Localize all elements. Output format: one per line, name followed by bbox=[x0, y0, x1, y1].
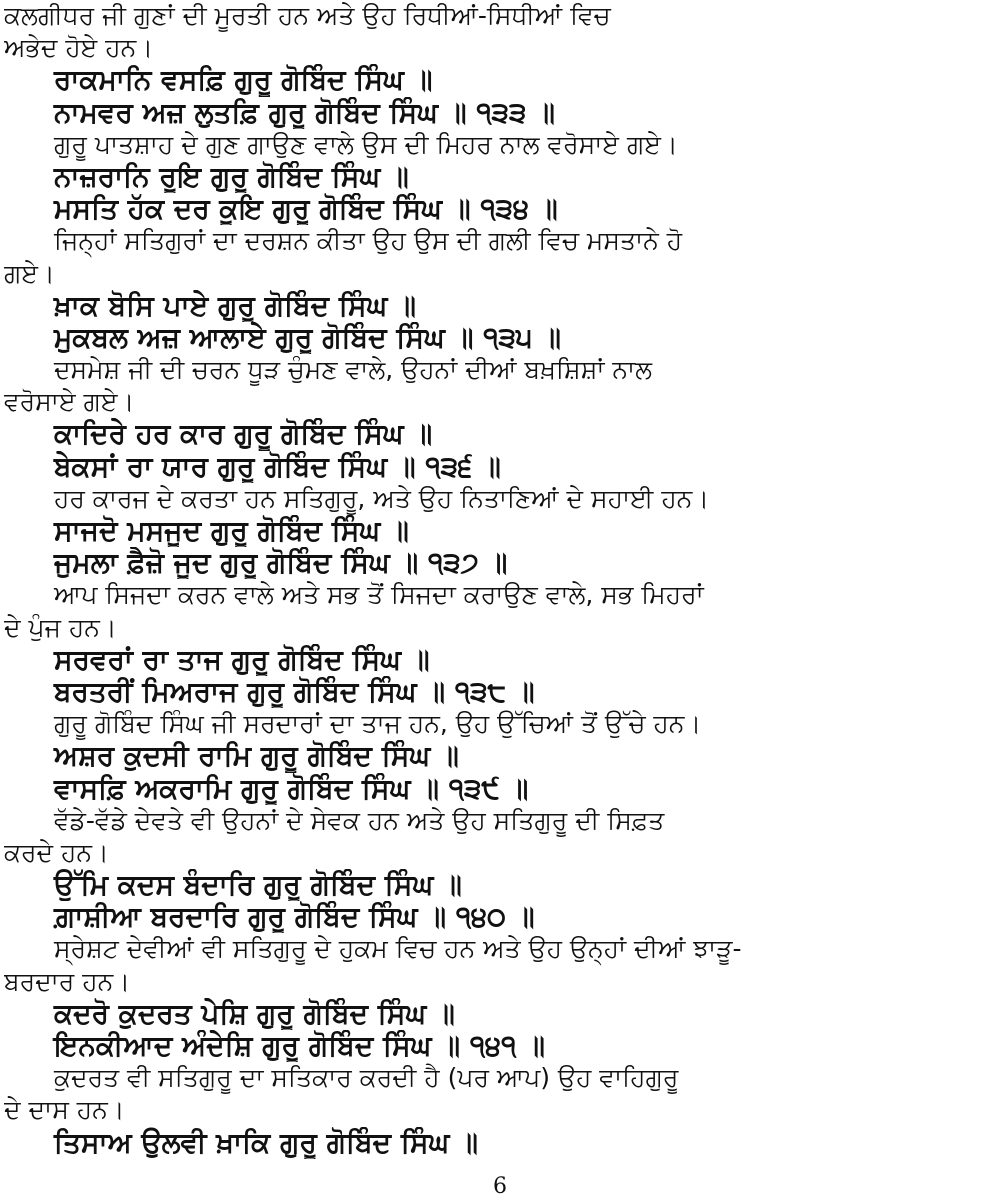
verse-line: ਬੇਕਸਾਂ ਰਾ ਯਾਰ ਗੁਰੂ ਗੋਬਿੰਦ ਸਿੰਘ ॥ ੧੩੬ ॥ bbox=[54, 450, 501, 483]
verse-line: ਉੱਮਿ ਕਦਸ ਬੰਦਾਰਿ ਗੁਰੂ ਗੋਬਿੰਦ ਸਿੰਘ ॥ bbox=[54, 869, 462, 902]
gloss-line-continued: ਬਰਦਾਰ ਹਨ। bbox=[4, 966, 131, 996]
verse-line: ਅਸ਼ਰ ਕੁਦਸੀ ਰਾਮਿ ਗੁਰੂ ਗੋਬਿੰਦ ਸਿੰਘ ॥ bbox=[54, 740, 459, 773]
gloss-line-continued: ਦੇ ਪੁੰਜ ਹਨ। bbox=[4, 612, 117, 642]
gloss-line: ਵੱਡੇ-ਵੱਡੇ ਦੇਵਤੇ ਵੀ ਉਹਨਾਂ ਦੇ ਸੇਵਕ ਹਨ ਅਤੇ ਉਹ ਸਤਿਗੁਰੂ ਦੀ ਸਿਫ਼ਤ bbox=[54, 805, 665, 835]
verse-line: ਕਾਦਿਰੇ ਹਰ ਕਾਰ ਗੁਰੂ ਗੋਬਿੰਦ ਸਿੰਘ ॥ bbox=[54, 418, 433, 451]
gloss-line: ਆਪ ਸਿਜਦਾ ਕਰਨ ਵਾਲੇ ਅਤੇ ਸਭ ਤੋਂ ਸਿਜਦਾ ਕਰਾਉਣ ਵਾਲੇ, ਸਭ ਮਿਹਰਾਂ bbox=[54, 580, 704, 610]
page-number: 6 bbox=[493, 1174, 507, 1199]
gloss-line: ਕਲਗੀਧਰ ਜੀ ਗੁਣਾਂ ਦੀ ਮੂਰਤੀ ਹਨ ਅਤੇ ਉਹ ਰਿਧੀਆਂ-ਸਿਧੀਆਂ ਵਿਚ bbox=[4, 1, 611, 30]
gloss-line-continued: ਕਰਦੇ ਹਨ। bbox=[4, 837, 109, 867]
gloss-line: ਸ੍ਰੇਸ਼ਟ ਦੇਵੀਆਂ ਵੀ ਸਤਿਗੁਰੂ ਦੇ ਹੁਕਮ ਵਿਚ ਹਨ ਅਤੇ ਉਹ ਉਨ੍ਹਾਂ ਦੀਆਂ ਝਾੜੂ- bbox=[54, 934, 742, 964]
gloss-line-continued: ਵਰੋਸਾਏ ਗਏ। bbox=[4, 387, 135, 417]
gloss-line: ਗੁਰੂ ਗੋਬਿੰਦ ਸਿੰਘ ਜੀ ਸਰਦਾਰਾਂ ਦਾ ਤਾਜ ਹਨ, ਉਹ ਉੱਚਿਆਂ ਤੋਂ ਉੱਚੇ ਹਨ। bbox=[54, 709, 702, 739]
verse-line: ਗ਼ਾਸ਼ੀਆ ਬਰਦਾਰਿ ਗੁਰੂ ਗੋਬਿੰਦ ਸਿੰਘ ॥ ੧੪੦ ॥ bbox=[54, 901, 535, 934]
gloss-line: ਦਸਮੇਸ਼ ਜੀ ਦੀ ਚਰਨ ਧੂੜ ਚੁੰਮਣ ਵਾਲੇ, ਉਹਨਾਂ ਦੀਆਂ ਬਖ਼ਸ਼ਿਸ਼ਾਂ ਨਾਲ bbox=[54, 355, 653, 385]
verse-line: ਰਾਕਮਾਨਿ ਵਸਫ਼ਿ ਗੁਰੂ ਗੋਬਿੰਦ ਸਿੰਘ ॥ bbox=[54, 64, 433, 97]
verse-line: ਬਰਤਰੀਂ ਮਿਅਰਾਜ ਗੁਰੂ ਗੋਬਿੰਦ ਸਿੰਘ ॥ ੧੩੮ ॥ bbox=[54, 675, 535, 708]
verse-line: ਮਸਤਿ ਹੱਕ ਦਰ ਕੂਇ ਗੁਰੂ ਗੋਬਿੰਦ ਸਿੰਘ ॥ ੧੩੪ ॥ bbox=[54, 193, 558, 226]
verse-line: ਇਨਕੀਆਦ ਅੰਦੇਸ਼ਿ ਗੁਰੂ ਗੋਬਿੰਦ ਸਿੰਘ ॥ ੧੪੧ ॥ bbox=[54, 1030, 546, 1062]
verse-line: ਖ਼ਾਕ ਬੋਸਿ ਪਾਏ ਗੁਰੂ ਗੋਬਿੰਦ ਸਿੰਘ ॥ bbox=[54, 289, 416, 322]
verse-line: ਸਰਵਰਾਂ ਰਾ ਤਾਜ ਗੁਰੂ ਗੋਬਿੰਦ ਸਿੰਘ ॥ bbox=[54, 643, 430, 676]
verse-line: ਕਦਰੋ ਕੁਦਰਤ ਪੇਸ਼ਿ ਗੁਰੂ ਗੋਬਿੰਦ ਸਿੰਘ ॥ bbox=[54, 997, 455, 1030]
gloss-line-continued: ਅਭੇਦ ਹੋਏ ਹਨ। bbox=[4, 33, 154, 63]
verse-line: ਨਾਮਵਰ ਅਜ਼ ਲੁਤਫ਼ਿ ਗੁਰੂ ਗੋਬਿੰਦ ਸਿੰਘ ॥ ੧੩੩ ॥ bbox=[54, 96, 556, 129]
verse-line: ਸਾਜਦੋ ਮਸਜੂਦ ਗੁਰੂ ਗੋਬਿੰਦ ਸਿੰਘ ॥ bbox=[54, 515, 409, 547]
verse-line: ਮੁਕਬਲ ਅਜ਼ ਆਲਾਏ ਗੁਰੂ ਗੋਬਿੰਦ ਸਿੰਘ ॥ ੧੩੫ ॥ bbox=[54, 321, 561, 354]
verse-line: ਤਿਸਾਅ ਉਲਵੀ ਖ਼ਾਕਿ ਗੁਰੂ ਗੋਬਿੰਦ ਸਿੰਘ ॥ bbox=[54, 1126, 478, 1159]
gloss-line-continued: ਦੇ ਦਾਸ ਹਨ। bbox=[4, 1095, 125, 1125]
gloss-line-continued: ਗਏ। bbox=[4, 258, 55, 288]
gloss-line: ਕੁਦਰਤ ਵੀ ਸਤਿਗੁਰੂ ਦਾ ਸਤਿਕਾਰ ਕਰਦੀ ਹੈ (ਪਰ ਆਪ) ਉਹ ਵਾਹਿਗੁਰੂ bbox=[54, 1063, 679, 1093]
gloss-line: ਹਰ ਕਾਰਜ ਦੇ ਕਰਤਾ ਹਨ ਸਤਿਗੁਰੂ, ਅਤੇ ਉਹ ਨਿਤਾਣਿਆਂ ਦੇ ਸਹਾਈ ਹਨ। bbox=[54, 483, 710, 513]
verse-line: ਵਾਸਫ਼ਿ ਅਕਰਾਮਿ ਗੁਰੂ ਗੋਬਿੰਦ ਸਿੰਘ ॥ ੧੩੯ ॥ bbox=[54, 772, 529, 805]
gloss-line: ਜਿਨ੍ਹਾਂ ਸਤਿਗੁਰਾਂ ਦਾ ਦਰਸ਼ਨ ਕੀਤਾ ਉਹ ਉਸ ਦੀ ਗਲੀ ਵਿਚ ਮਸਤਾਨੇ ਹੋ bbox=[54, 226, 683, 256]
verse-line: ਜੁਮਲਾ ਫ਼ੈਜ਼ੋ ਜੂਦ ਗੁਰੂ ਗੋਬਿੰਦ ਸਿੰਘ ॥ ੧੩੭ ॥ bbox=[54, 547, 508, 580]
gloss-line: ਗੁਰੂ ਪਾਤਸ਼ਾਹ ਦੇ ਗੁਣ ਗਾਉਣ ਵਾਲੇ ਉਸ ਦੀ ਮਿਹਰ ਨਾਲ ਵਰੋਸਾਏ ਗਏ। bbox=[54, 129, 678, 159]
verse-line: ਨਾਜ਼ਰਾਨਿ ਰੂਇ ਗੁਰੂ ਗੋਬਿੰਦ ਸਿੰਘ ॥ bbox=[54, 160, 409, 193]
